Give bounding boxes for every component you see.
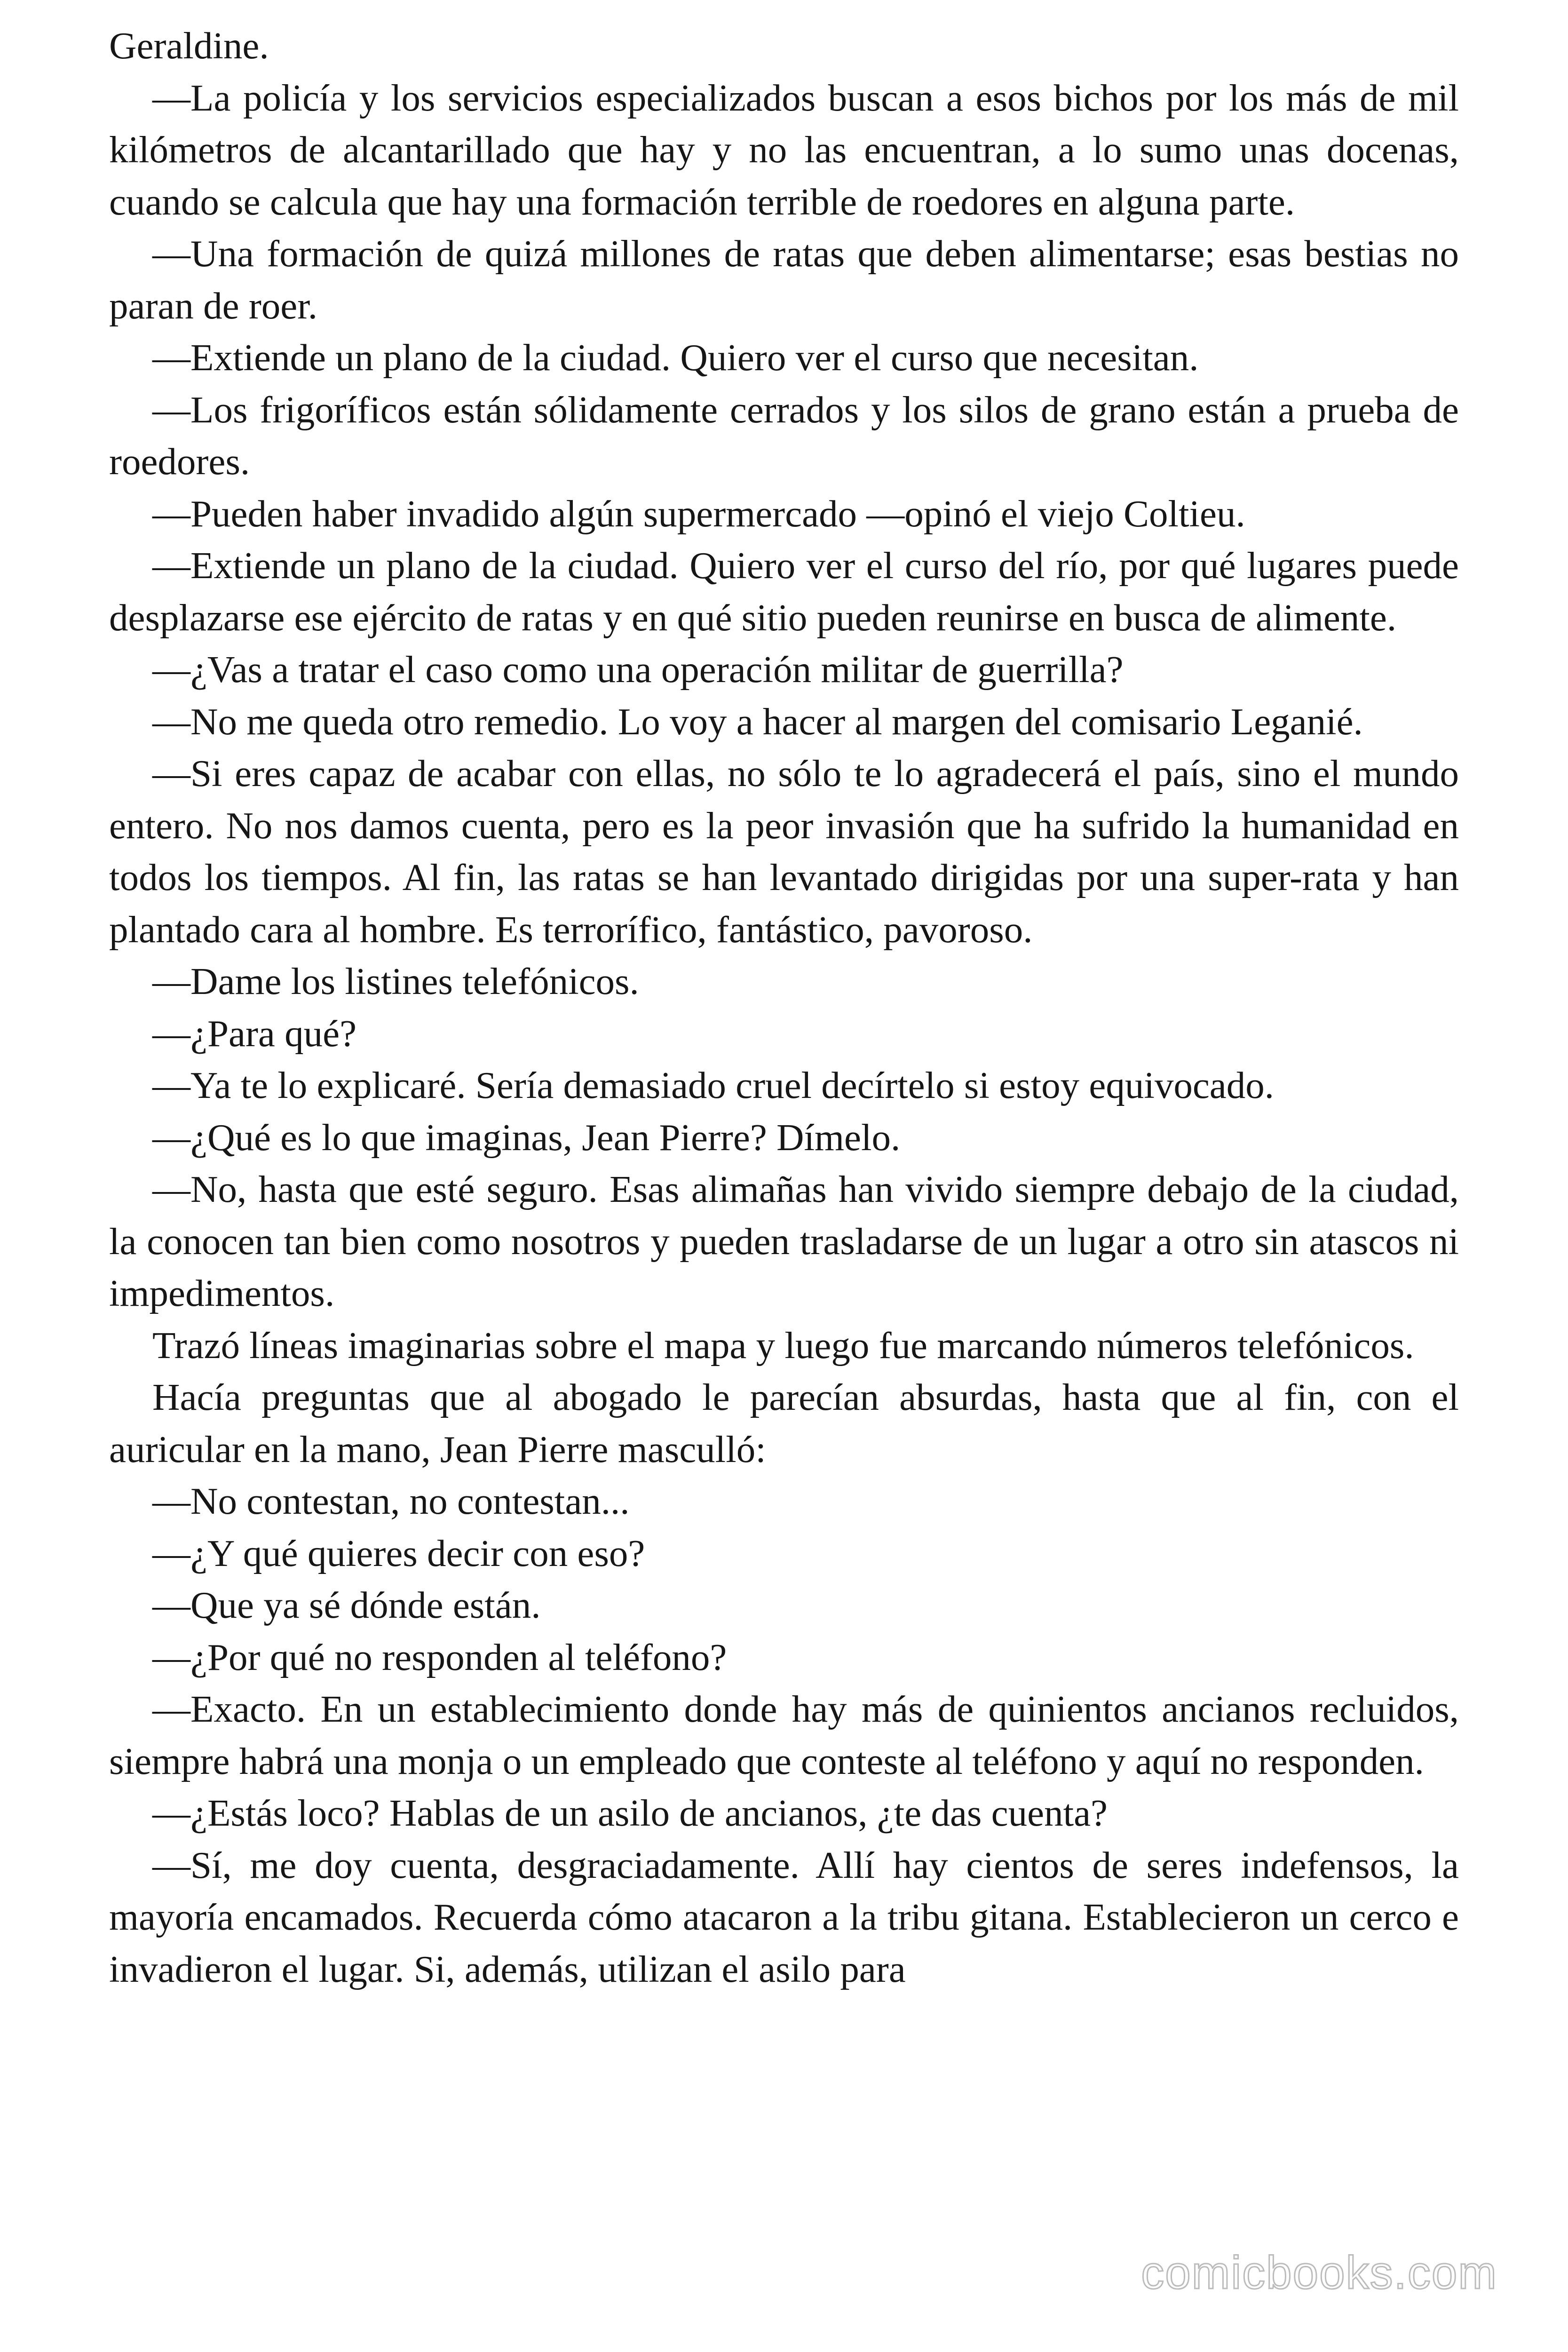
paragraph: —No contestan, no contestan... [152, 1480, 630, 1522]
paragraph: —Extiende un plano de la ciudad. Quiero ver el curso que necesitan. [152, 336, 1199, 379]
paragraph: Trazó líneas imaginarias sobre el mapa y luego fue marcando números telefónicos. [152, 1324, 1414, 1367]
paragraph: —Extiende un plano de la ciudad. Quiero ver el curso del río, por qué lugares puede desplazarse ese ejército de ratas y en qué sitio pueden reunirse en busca de alimente. [109, 544, 1459, 639]
paragraph: —¿Qué es lo que imaginas, Jean Pierre? Dímelo. [152, 1116, 901, 1159]
paragraph: —Dame los listines telefónicos. [152, 960, 639, 1002]
paragraph: Hacía preguntas que al abogado le parecían absurdas, hasta que al fin, con el auricular en la mano, Jean Pierre masculló: [109, 1376, 1459, 1470]
paragraph: —Pueden haber invadido algún supermercado —opinó el viejo Coltieu. [152, 492, 1245, 535]
paragraph: —¿Vas a tratar el caso como una operación militar de guerrilla? [152, 648, 1124, 691]
paragraph: —Exacto. En un establecimiento donde hay más de quinientos ancianos recluidos, siempre habrá una monja o un empleado que conteste al teléfono y aquí no responden. [109, 1688, 1459, 1782]
watermark-logo: comicbooks.com [1141, 2247, 1497, 2298]
paragraph-continuation: Geraldine. [109, 24, 269, 67]
paragraph-last: —Sí, me doy cuenta, desgraciadamente. Allí hay cientos de seres indefensos, la mayoría encamados. Recuerda cómo atacaron a la tribu gitana. Establecieron un cerco e invadieron el lugar. Si, además, utilizan el asilo para [109, 1843, 1459, 1990]
paragraph: —Los frigoríficos están sólidamente cerrados y los silos de grano están a prueba de roedores. [109, 388, 1459, 483]
paragraph: —Que ya sé dónde están. [152, 1584, 541, 1626]
paragraph: —No me queda otro remedio. Lo voy a hacer al margen del comisario Leganié. [152, 700, 1363, 743]
paragraph: —¿Y qué quieres decir con eso? [152, 1532, 645, 1574]
paragraph: —Si eres capaz de acabar con ellas, no sólo te lo agradecerá el país, sino el mundo entero. No nos damos cuenta, pero es la peor invasión que ha sufrido la humanidad en todos los tiempos. Al fin, las ratas se han levantado dirigidas por una super-rata y han plantado cara al hombre. Es terrorífico, fantástico, pavoroso. [109, 752, 1459, 951]
paragraph: —La policía y los servicios especializados buscan a esos bichos por los más de mil kilómetros de alcantarillado que hay y no las encuentran, a lo sumo unas docenas, cuando se calcula que hay una formación terrible de roedores en alguna parte. [109, 76, 1459, 223]
paragraph: —Una formación de quizá millones de ratas que deben alimentarse; esas bestias no paran de roer. [109, 232, 1459, 327]
paragraph: —¿Por qué no responden al teléfono? [152, 1636, 727, 1678]
paragraph: —¿Estás loco? Hablas de un asilo de ancianos, ¿te das cuenta? [152, 1792, 1108, 1834]
paragraph: —¿Para qué? [152, 1012, 357, 1055]
book-page-text [109, 20, 1459, 1995]
paragraph: —Ya te lo explicaré. Sería demasiado cruel decírtelo si estoy equivocado. [152, 1064, 1274, 1106]
paragraph: —No, hasta que esté seguro. Esas alimañas han vivido siempre debajo de la ciudad, la conocen tan bien como nosotros y pueden trasladarse de un lugar a otro sin atascos ni impedimentos. [109, 1168, 1459, 1314]
